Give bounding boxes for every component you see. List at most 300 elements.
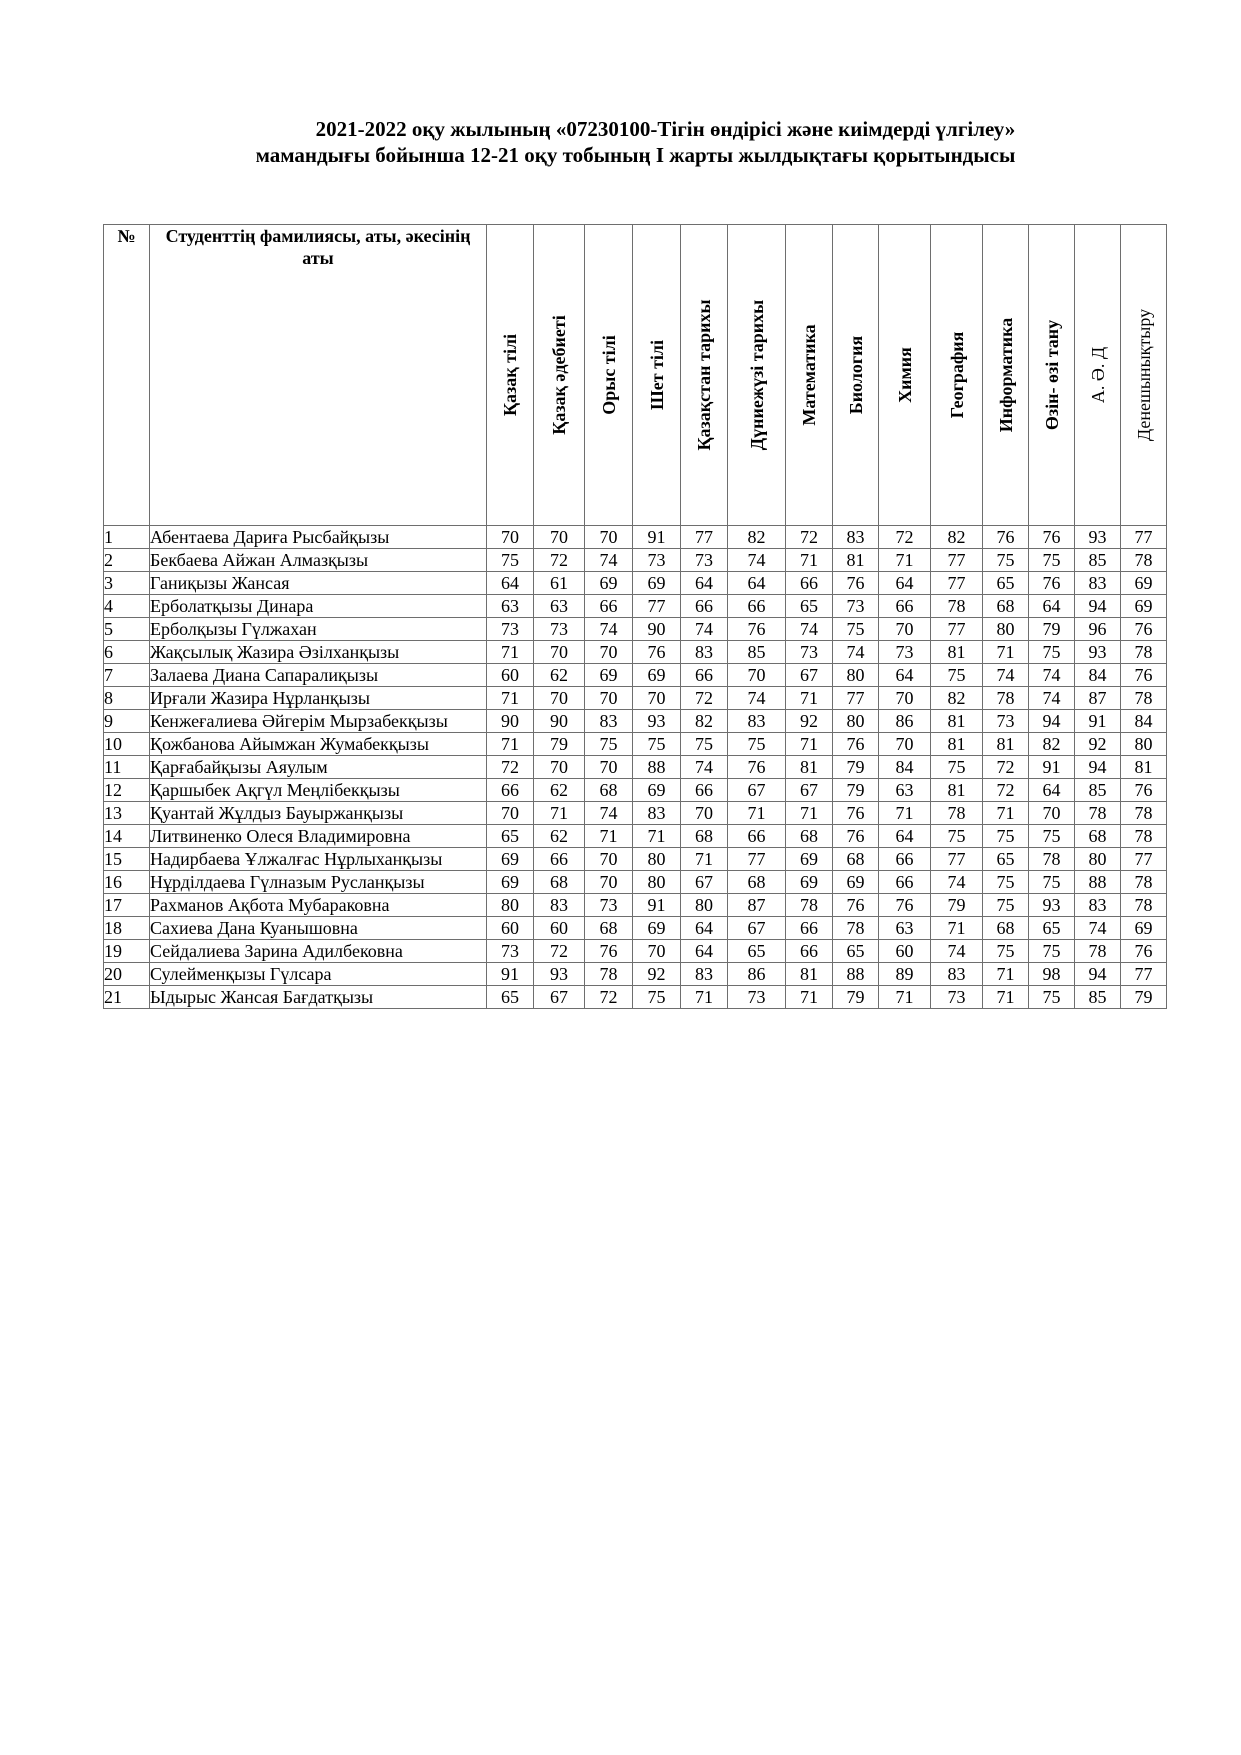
grade-cell: 81 bbox=[786, 963, 833, 986]
grade-cell: 75 bbox=[681, 733, 728, 756]
grade-cell: 68 bbox=[833, 848, 879, 871]
grade-cell: 70 bbox=[728, 664, 786, 687]
grade-cell: 70 bbox=[879, 687, 931, 710]
grade-cell: 75 bbox=[833, 618, 879, 641]
row-number: 6 bbox=[104, 641, 150, 664]
row-number: 18 bbox=[104, 917, 150, 940]
subject-label: Информатика bbox=[995, 317, 1016, 433]
grade-cell: 69 bbox=[487, 848, 534, 871]
subject-label: Қазақстан тарихы bbox=[694, 299, 714, 451]
grade-cell: 69 bbox=[1121, 595, 1167, 618]
grade-cell: 70 bbox=[879, 733, 931, 756]
grade-cell: 91 bbox=[487, 963, 534, 986]
header-subject bbox=[1029, 225, 1075, 526]
grade-cell: 73 bbox=[833, 595, 879, 618]
grade-cell: 76 bbox=[633, 641, 681, 664]
grade-cell: 74 bbox=[585, 549, 633, 572]
grade-cell: 70 bbox=[585, 871, 633, 894]
grade-cell: 81 bbox=[931, 641, 983, 664]
grade-cell: 64 bbox=[1029, 595, 1075, 618]
grade-cell: 60 bbox=[487, 664, 534, 687]
grade-cell: 75 bbox=[487, 549, 534, 572]
grade-cell: 63 bbox=[534, 595, 585, 618]
grade-cell: 72 bbox=[983, 756, 1029, 779]
grade-cell: 81 bbox=[931, 710, 983, 733]
grade-cell: 69 bbox=[786, 848, 833, 871]
grade-cell: 67 bbox=[681, 871, 728, 894]
grade-cell: 91 bbox=[633, 526, 681, 549]
grade-cell: 83 bbox=[1075, 894, 1121, 917]
table-row bbox=[104, 710, 1167, 733]
grades-body bbox=[104, 526, 1167, 1009]
subject-label: Математика bbox=[799, 324, 819, 426]
student-name: Ерболқызы Гүлжахан bbox=[150, 618, 487, 641]
grade-cell: 76 bbox=[833, 894, 879, 917]
header-subject bbox=[1075, 225, 1121, 526]
grade-cell: 76 bbox=[879, 894, 931, 917]
grade-cell: 69 bbox=[633, 779, 681, 802]
grade-cell: 75 bbox=[585, 733, 633, 756]
grade-cell: 90 bbox=[534, 710, 585, 733]
table-row bbox=[104, 572, 1167, 595]
grade-cell: 92 bbox=[786, 710, 833, 733]
table-row bbox=[104, 963, 1167, 986]
table-row bbox=[104, 917, 1167, 940]
grade-cell: 88 bbox=[633, 756, 681, 779]
grade-cell: 74 bbox=[786, 618, 833, 641]
grade-cell: 70 bbox=[487, 526, 534, 549]
table-row bbox=[104, 641, 1167, 664]
grade-cell: 70 bbox=[487, 802, 534, 825]
grade-cell: 69 bbox=[633, 572, 681, 595]
grade-cell: 92 bbox=[1075, 733, 1121, 756]
student-name: Бекбаева Айжан Алмазқызы bbox=[150, 549, 487, 572]
grade-cell: 96 bbox=[1075, 618, 1121, 641]
subject-label: Өзін- өзі тану bbox=[1041, 319, 1062, 431]
grade-cell: 85 bbox=[1075, 779, 1121, 802]
grade-cell: 72 bbox=[879, 526, 931, 549]
header-subject bbox=[879, 225, 931, 526]
grade-cell: 69 bbox=[786, 871, 833, 894]
grade-cell: 72 bbox=[983, 779, 1029, 802]
grade-cell: 65 bbox=[786, 595, 833, 618]
grade-cell: 75 bbox=[1029, 641, 1075, 664]
student-name: Қаршыбек Ақгүл Меңлібекқызы bbox=[150, 779, 487, 802]
header-subject bbox=[1121, 225, 1167, 526]
grade-cell: 71 bbox=[983, 963, 1029, 986]
grade-cell: 80 bbox=[633, 848, 681, 871]
grade-cell: 86 bbox=[728, 963, 786, 986]
grade-cell: 73 bbox=[633, 549, 681, 572]
header-subject bbox=[728, 225, 786, 526]
grade-cell: 69 bbox=[1121, 917, 1167, 940]
grade-cell: 74 bbox=[833, 641, 879, 664]
grade-cell: 74 bbox=[1029, 687, 1075, 710]
grade-cell: 74 bbox=[585, 802, 633, 825]
student-name: Ыдырыс Жансая Бағдатқызы bbox=[150, 986, 487, 1009]
grade-cell: 65 bbox=[983, 848, 1029, 871]
grade-cell: 83 bbox=[681, 641, 728, 664]
grade-cell: 77 bbox=[633, 595, 681, 618]
row-number: 3 bbox=[104, 572, 150, 595]
grade-cell: 71 bbox=[487, 641, 534, 664]
grade-cell: 83 bbox=[931, 963, 983, 986]
grade-cell: 68 bbox=[681, 825, 728, 848]
subject-label: Шет тілі bbox=[646, 339, 667, 411]
table-row bbox=[104, 595, 1167, 618]
grade-cell: 71 bbox=[534, 802, 585, 825]
grade-cell: 78 bbox=[1075, 940, 1121, 963]
grade-cell: 68 bbox=[585, 779, 633, 802]
grade-cell: 81 bbox=[983, 733, 1029, 756]
row-number: 9 bbox=[104, 710, 150, 733]
row-number: 1 bbox=[104, 526, 150, 549]
grade-cell: 78 bbox=[786, 894, 833, 917]
grade-cell: 74 bbox=[1029, 664, 1075, 687]
grade-cell: 91 bbox=[1029, 756, 1075, 779]
row-number: 12 bbox=[104, 779, 150, 802]
grade-cell: 71 bbox=[487, 687, 534, 710]
grade-cell: 76 bbox=[1029, 572, 1075, 595]
grade-cell: 66 bbox=[728, 595, 786, 618]
grade-cell: 76 bbox=[1029, 526, 1075, 549]
student-name: Қарғабайқызы Аяулым bbox=[150, 756, 487, 779]
grade-cell: 89 bbox=[879, 963, 931, 986]
header-subject bbox=[585, 225, 633, 526]
grade-cell: 64 bbox=[681, 940, 728, 963]
table-row bbox=[104, 894, 1167, 917]
grade-cell: 76 bbox=[833, 733, 879, 756]
table-row bbox=[104, 618, 1167, 641]
row-number: 4 bbox=[104, 595, 150, 618]
grade-cell: 71 bbox=[879, 802, 931, 825]
grade-cell: 79 bbox=[833, 779, 879, 802]
row-number: 14 bbox=[104, 825, 150, 848]
grade-cell: 94 bbox=[1075, 756, 1121, 779]
grade-cell: 70 bbox=[633, 687, 681, 710]
row-number: 21 bbox=[104, 986, 150, 1009]
grade-cell: 71 bbox=[879, 549, 931, 572]
grade-cell: 77 bbox=[931, 549, 983, 572]
grade-cell: 72 bbox=[534, 549, 585, 572]
grade-cell: 78 bbox=[931, 595, 983, 618]
grade-cell: 68 bbox=[983, 917, 1029, 940]
grade-cell: 76 bbox=[1121, 940, 1167, 963]
grade-cell: 69 bbox=[1121, 572, 1167, 595]
header-student-name: Студенттің фамилиясы, аты, әкесінің аты bbox=[150, 225, 487, 526]
grade-cell: 71 bbox=[983, 986, 1029, 1009]
grade-cell: 67 bbox=[728, 779, 786, 802]
grade-cell: 79 bbox=[1029, 618, 1075, 641]
subject-label: Қазақ әдебиеті bbox=[549, 315, 569, 435]
row-number: 13 bbox=[104, 802, 150, 825]
header-subject bbox=[931, 225, 983, 526]
grade-cell: 64 bbox=[879, 825, 931, 848]
grade-cell: 66 bbox=[879, 871, 931, 894]
grade-cell: 66 bbox=[585, 595, 633, 618]
table-row bbox=[104, 526, 1167, 549]
grade-cell: 73 bbox=[487, 940, 534, 963]
grade-cell: 73 bbox=[983, 710, 1029, 733]
student-name: Залаева Диана Сапаралиқызы bbox=[150, 664, 487, 687]
grade-cell: 93 bbox=[1075, 526, 1121, 549]
grade-cell: 81 bbox=[931, 733, 983, 756]
grade-cell: 73 bbox=[931, 986, 983, 1009]
grade-cell: 78 bbox=[1121, 825, 1167, 848]
grade-cell: 70 bbox=[633, 940, 681, 963]
subject-label: Денешынықтыру bbox=[1133, 308, 1154, 442]
grade-cell: 71 bbox=[585, 825, 633, 848]
header-subject bbox=[534, 225, 585, 526]
grade-cell: 74 bbox=[931, 871, 983, 894]
student-name: Ирғали Жазира Нұрланқызы bbox=[150, 687, 487, 710]
grade-cell: 91 bbox=[1075, 710, 1121, 733]
grade-cell: 76 bbox=[833, 572, 879, 595]
header-subject bbox=[681, 225, 728, 526]
grade-cell: 80 bbox=[633, 871, 681, 894]
header-row bbox=[104, 225, 1167, 526]
grade-cell: 90 bbox=[487, 710, 534, 733]
grade-cell: 65 bbox=[1029, 917, 1075, 940]
document-title bbox=[0, 116, 1241, 168]
table-row bbox=[104, 756, 1167, 779]
grade-cell: 70 bbox=[585, 848, 633, 871]
row-number: 16 bbox=[104, 871, 150, 894]
grade-cell: 66 bbox=[728, 825, 786, 848]
grade-cell: 74 bbox=[681, 756, 728, 779]
grade-cell: 71 bbox=[728, 802, 786, 825]
grade-cell: 77 bbox=[931, 572, 983, 595]
grade-cell: 72 bbox=[534, 940, 585, 963]
grade-cell: 69 bbox=[585, 572, 633, 595]
student-name: Ерболатқызы Динара bbox=[150, 595, 487, 618]
grade-cell: 71 bbox=[786, 733, 833, 756]
grade-cell: 69 bbox=[487, 871, 534, 894]
grade-cell: 70 bbox=[585, 687, 633, 710]
grade-cell: 76 bbox=[1121, 664, 1167, 687]
grade-cell: 75 bbox=[633, 733, 681, 756]
student-name: Нұрділдаева Гүлназым Русланқызы bbox=[150, 871, 487, 894]
grade-cell: 67 bbox=[728, 917, 786, 940]
grade-cell: 81 bbox=[931, 779, 983, 802]
grade-cell: 80 bbox=[983, 618, 1029, 641]
grade-cell: 94 bbox=[1075, 963, 1121, 986]
grade-cell: 66 bbox=[681, 664, 728, 687]
table-row bbox=[104, 779, 1167, 802]
grade-cell: 76 bbox=[728, 756, 786, 779]
header-subject bbox=[633, 225, 681, 526]
grade-cell: 75 bbox=[1029, 871, 1075, 894]
grade-cell: 71 bbox=[487, 733, 534, 756]
grade-cell: 69 bbox=[633, 664, 681, 687]
student-name: Қожбанова Айымжан Жумабекқызы bbox=[150, 733, 487, 756]
student-name: Рахманов Ақбота Мубараковна bbox=[150, 894, 487, 917]
grade-cell: 75 bbox=[983, 549, 1029, 572]
grade-cell: 79 bbox=[534, 733, 585, 756]
header-number: № bbox=[104, 225, 150, 526]
grade-cell: 83 bbox=[681, 963, 728, 986]
subject-label: А. Ә. Д bbox=[1087, 346, 1108, 404]
grade-cell: 87 bbox=[1075, 687, 1121, 710]
grade-cell: 63 bbox=[879, 917, 931, 940]
grade-cell: 68 bbox=[983, 595, 1029, 618]
row-number: 10 bbox=[104, 733, 150, 756]
grade-cell: 78 bbox=[1121, 871, 1167, 894]
row-number: 7 bbox=[104, 664, 150, 687]
grade-cell: 67 bbox=[534, 986, 585, 1009]
grade-cell: 79 bbox=[931, 894, 983, 917]
grade-cell: 74 bbox=[728, 549, 786, 572]
grade-cell: 78 bbox=[1075, 802, 1121, 825]
grade-cell: 83 bbox=[633, 802, 681, 825]
grade-cell: 74 bbox=[585, 618, 633, 641]
grade-cell: 66 bbox=[534, 848, 585, 871]
grade-cell: 71 bbox=[786, 802, 833, 825]
grade-cell: 70 bbox=[534, 641, 585, 664]
grade-cell: 78 bbox=[833, 917, 879, 940]
grade-cell: 79 bbox=[1121, 986, 1167, 1009]
grade-cell: 70 bbox=[534, 526, 585, 549]
grade-cell: 64 bbox=[487, 572, 534, 595]
subject-label: Дүниежүзі тарихы bbox=[746, 299, 767, 451]
grade-cell: 75 bbox=[1029, 825, 1075, 848]
grade-cell: 88 bbox=[1075, 871, 1121, 894]
grade-cell: 78 bbox=[983, 687, 1029, 710]
grade-cell: 77 bbox=[931, 618, 983, 641]
subject-label: Орыс тілі bbox=[598, 335, 619, 415]
table-row bbox=[104, 549, 1167, 572]
grade-cell: 74 bbox=[931, 940, 983, 963]
grade-cell: 70 bbox=[1029, 802, 1075, 825]
subject-label: Химия bbox=[894, 347, 915, 403]
grade-cell: 91 bbox=[633, 894, 681, 917]
grade-cell: 71 bbox=[879, 986, 931, 1009]
table-row bbox=[104, 802, 1167, 825]
grade-cell: 82 bbox=[681, 710, 728, 733]
grade-cell: 85 bbox=[1075, 549, 1121, 572]
grade-cell: 60 bbox=[534, 917, 585, 940]
grade-cell: 80 bbox=[1075, 848, 1121, 871]
grade-cell: 60 bbox=[879, 940, 931, 963]
grade-cell: 73 bbox=[585, 894, 633, 917]
grade-cell: 75 bbox=[983, 894, 1029, 917]
grade-cell: 85 bbox=[1075, 986, 1121, 1009]
grade-cell: 68 bbox=[786, 825, 833, 848]
grade-cell: 64 bbox=[681, 572, 728, 595]
grade-cell: 64 bbox=[879, 664, 931, 687]
grade-cell: 78 bbox=[1121, 641, 1167, 664]
grade-cell: 66 bbox=[879, 595, 931, 618]
grade-cell: 75 bbox=[1029, 549, 1075, 572]
grade-cell: 69 bbox=[633, 917, 681, 940]
grade-cell: 66 bbox=[786, 572, 833, 595]
grade-cell: 67 bbox=[786, 664, 833, 687]
grade-cell: 75 bbox=[728, 733, 786, 756]
grade-cell: 68 bbox=[585, 917, 633, 940]
grade-cell: 74 bbox=[1075, 917, 1121, 940]
grade-cell: 78 bbox=[931, 802, 983, 825]
grade-cell: 79 bbox=[833, 756, 879, 779]
student-name: Жақсылық Жазира Әзілханқызы bbox=[150, 641, 487, 664]
student-name: Абентаева Дариға Рысбайқызы bbox=[150, 526, 487, 549]
grade-cell: 72 bbox=[681, 687, 728, 710]
grade-cell: 78 bbox=[1121, 802, 1167, 825]
grade-cell: 74 bbox=[681, 618, 728, 641]
grade-cell: 66 bbox=[681, 779, 728, 802]
header-subject bbox=[833, 225, 879, 526]
grade-cell: 70 bbox=[534, 756, 585, 779]
grade-cell: 62 bbox=[534, 664, 585, 687]
grade-cell: 75 bbox=[983, 940, 1029, 963]
title-line-1: 2021-2022 оқу жылының «07230100-Тігін өндірісі және киімдерді үлгілеу» bbox=[315, 117, 1016, 141]
grade-cell: 78 bbox=[1121, 549, 1167, 572]
grade-cell: 74 bbox=[983, 664, 1029, 687]
row-number: 15 bbox=[104, 848, 150, 871]
grade-cell: 83 bbox=[585, 710, 633, 733]
table-row bbox=[104, 733, 1167, 756]
grade-cell: 75 bbox=[1029, 986, 1075, 1009]
grade-cell: 78 bbox=[1121, 894, 1167, 917]
student-name: Кенжеғалиева Әйгерім Мырзабекқызы bbox=[150, 710, 487, 733]
row-number: 19 bbox=[104, 940, 150, 963]
row-number: 11 bbox=[104, 756, 150, 779]
grade-cell: 72 bbox=[487, 756, 534, 779]
grade-cell: 61 bbox=[534, 572, 585, 595]
grade-cell: 83 bbox=[833, 526, 879, 549]
grade-cell: 85 bbox=[728, 641, 786, 664]
grade-cell: 73 bbox=[786, 641, 833, 664]
grade-cell: 93 bbox=[1075, 641, 1121, 664]
student-name: Ганиқызы Жансая bbox=[150, 572, 487, 595]
table-row bbox=[104, 687, 1167, 710]
grade-cell: 64 bbox=[681, 917, 728, 940]
student-name: Сейдалиева Зарина Адилбековна bbox=[150, 940, 487, 963]
grade-cell: 76 bbox=[728, 618, 786, 641]
row-number: 5 bbox=[104, 618, 150, 641]
grade-cell: 62 bbox=[534, 779, 585, 802]
row-number: 17 bbox=[104, 894, 150, 917]
grade-cell: 81 bbox=[786, 756, 833, 779]
grade-cell: 80 bbox=[833, 664, 879, 687]
grade-cell: 77 bbox=[931, 848, 983, 871]
grade-cell: 71 bbox=[983, 802, 1029, 825]
grade-cell: 70 bbox=[585, 756, 633, 779]
grade-cell: 70 bbox=[585, 641, 633, 664]
grade-cell: 84 bbox=[1121, 710, 1167, 733]
grade-cell: 75 bbox=[983, 871, 1029, 894]
grade-cell: 92 bbox=[633, 963, 681, 986]
table-row bbox=[104, 848, 1167, 871]
grade-cell: 98 bbox=[1029, 963, 1075, 986]
grade-cell: 75 bbox=[931, 664, 983, 687]
grade-cell: 76 bbox=[1121, 618, 1167, 641]
grade-cell: 80 bbox=[1121, 733, 1167, 756]
grade-cell: 71 bbox=[633, 825, 681, 848]
row-number: 20 bbox=[104, 963, 150, 986]
table-row bbox=[104, 871, 1167, 894]
grade-cell: 93 bbox=[1029, 894, 1075, 917]
grade-cell: 76 bbox=[833, 802, 879, 825]
grade-cell: 77 bbox=[1121, 848, 1167, 871]
grade-cell: 71 bbox=[681, 848, 728, 871]
grade-cell: 62 bbox=[534, 825, 585, 848]
grade-cell: 81 bbox=[833, 549, 879, 572]
title-line-2: мамандығы бойынша 12-21 оқу тобының І жарты жылдықтағы қорытындысы bbox=[255, 143, 1016, 167]
grade-cell: 80 bbox=[833, 710, 879, 733]
row-number: 2 bbox=[104, 549, 150, 572]
grade-cell: 77 bbox=[833, 687, 879, 710]
grade-cell: 65 bbox=[728, 940, 786, 963]
